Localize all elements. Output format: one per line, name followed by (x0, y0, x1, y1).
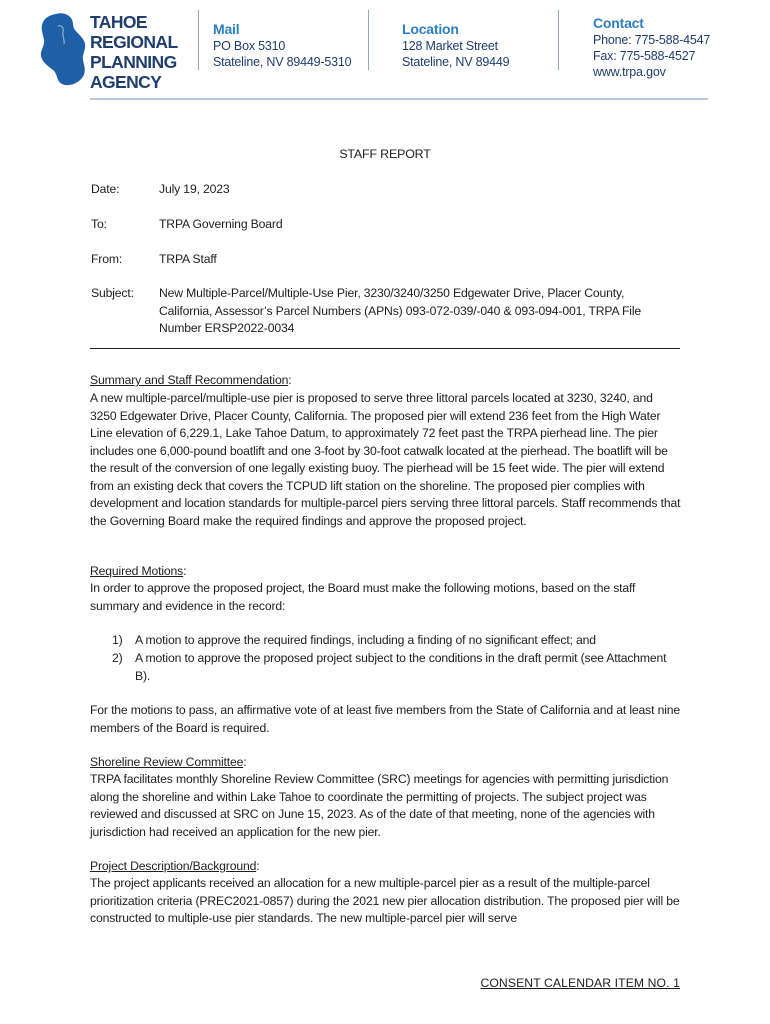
src-section: Shoreline Review Committee: (90, 755, 247, 769)
summary-text: A new multiple-parcel/multiple-use pier is proposed to serve three littoral parcels located at 3230, 3240, and 3250 Edgewater Drive, Placer County, California. The proposed pier will extend 236 feet from the High Water Line elevation of 6,229.1, Lake Tahoe Datum, to approximately 72 feet past the TRPA pierhead line. The pier includes one 6,000-pound boatlift and one 3-foot by 30-foot catwalk located at the pierhead. The boatlift will be the result of the conversion of one legally existing buoy. The pierhead will be 15 feet wide. The pier will extend from an existing deck that covers the TCPUD lift station on the shoreline. The proposed pier complies with development and location standards for multiple-parcel piers serving three littoral parcels. Staff recommends that the Governing Board make the required findings and approve the proposed project. (90, 391, 681, 528)
date-label: Date: (91, 182, 120, 196)
summary-heading: Summary and Staff Recommendation (90, 373, 289, 387)
contact-phone: Phone: 775-588-4547 (593, 33, 711, 47)
src-text: TRPA facilitates monthly Shoreline Review Committee (SRC) meetings for agencies with permitting jurisdiction along the shoreline and within Lake Tahoe to coordinate the permitting of projects. The subject project was reviewed and discussed at SRC on June 15, 2023. As of the date of that meeting, none of the agencies with jurisdiction had received an application for the new pier. (90, 772, 669, 839)
subject-rule (90, 348, 680, 349)
project-section: Project Description/Background: (90, 859, 260, 873)
mail-line: Stateline, NV 89449-5310 (213, 55, 352, 69)
from-label: From: (91, 252, 123, 266)
location-line: Stateline, NV 89449 (402, 55, 510, 69)
agency-name (90, 12, 190, 92)
agency-line: AGENCY (90, 72, 162, 92)
list-number: 2) (112, 651, 123, 665)
agency-line: PLANNING (90, 52, 177, 72)
motions-heading: Required Motions (90, 564, 184, 578)
list-text: A motion to approve the proposed project subject to the conditions in the draft permit (see Attachment B). (135, 651, 667, 683)
subject-value: New Multiple-Parcel/Multiple-Use Pier, 3230/3240/3250 Edgewater Drive, Placer County, California, Assessor’s Parcel Numbers (APNs) 093-072-039/-040 & 093-094-001, TRPA File Number ERSP2022-0034 (159, 286, 642, 335)
location-line: 128 Market Street (402, 39, 498, 53)
subject-label: Subject: (91, 286, 134, 300)
report-title: STAFF REPORT (339, 147, 431, 161)
consent-calendar-label: CONSENT CALENDAR ITEM NO. 1 (480, 976, 680, 990)
project-text: The project applicants received an allocation for a new multiple-parcel pier as a result of the multiple-parcel prioritization criteria (PREC2021-0857) during the 2021 new pier allocation distribution. The proposed pier will be constructed to multiple-use pier standards. The new multiple-parcel pier will serve (90, 876, 680, 925)
location-heading: Location (402, 21, 459, 37)
project-heading: Project Description/Background (90, 859, 257, 873)
list-number: 1) (112, 633, 123, 647)
agency-line: REGIONAL (90, 32, 178, 52)
contact-heading: Contact (593, 15, 644, 31)
header-divider (558, 10, 559, 70)
mail-heading: Mail (213, 21, 240, 37)
header-divider (368, 10, 369, 70)
mail-line: PO Box 5310 (213, 39, 286, 53)
contact-website[interactable]: www.trpa.gov (593, 65, 666, 79)
list-text: A motion to approve the required findings, including a finding of no significant effect; and (135, 633, 596, 647)
location-block (402, 20, 509, 70)
summary-section: Summary and Staff Recommendation: (90, 373, 292, 387)
src-heading: Shoreline Review Committee (90, 755, 244, 769)
contact-block (593, 14, 710, 80)
motions-section: Required Motions: (90, 564, 187, 578)
header-rule (90, 98, 708, 100)
agency-line: TAHOE (90, 12, 147, 32)
date-value: July 19, 2023 (159, 182, 230, 196)
motions-intro: In order to approve the proposed project, the Board must make the following motions, based on the staff summary and evidence in the record: (90, 581, 636, 613)
to-label: To: (91, 217, 107, 231)
from-value: TRPA Staff (159, 252, 217, 266)
mail-block (213, 20, 351, 70)
motions-pass: For the motions to pass, an affirmative vote of at least five members from the State of California and at least nine members of the Board is required. (90, 703, 681, 735)
lake-tahoe-logo-icon (38, 12, 88, 88)
header-divider (198, 10, 199, 70)
contact-fax: Fax: 775-588-4527 (593, 49, 696, 63)
to-value: TRPA Governing Board (159, 217, 283, 231)
